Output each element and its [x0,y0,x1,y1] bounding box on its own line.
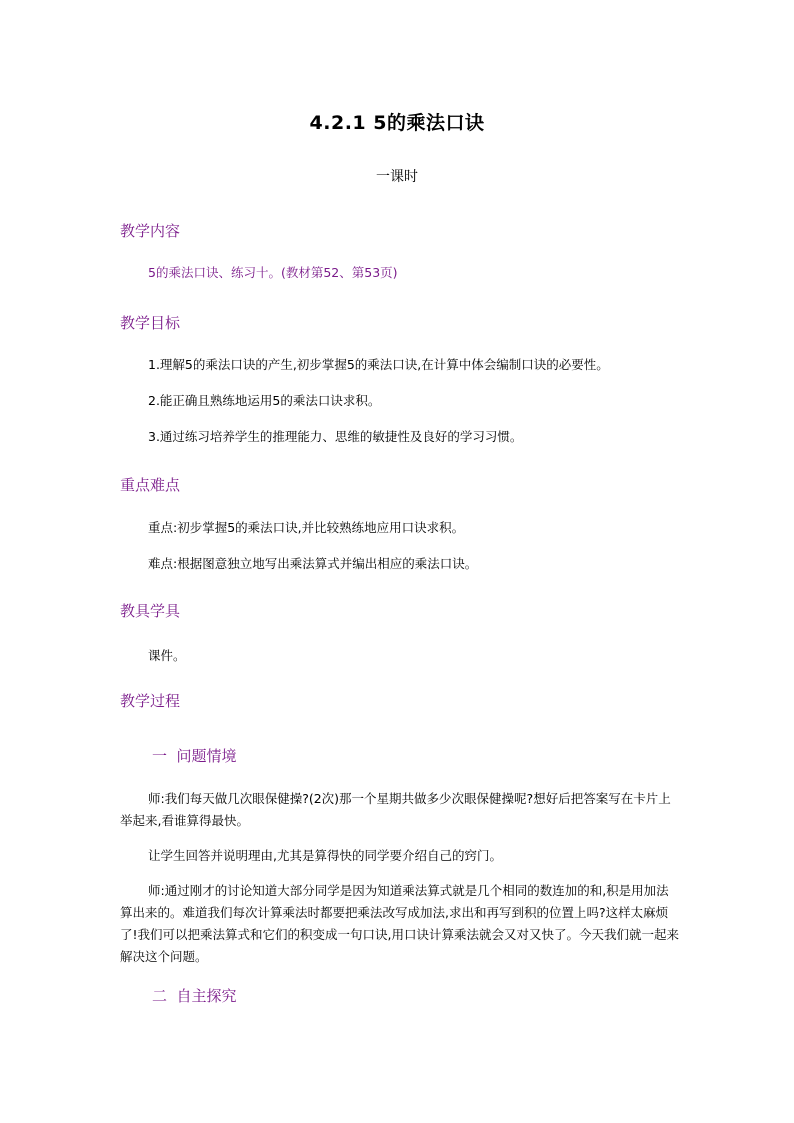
page-subtitle: 一课时 [376,169,418,185]
section-heading-key: 重点难点 [120,476,181,494]
content-text: 5的乘法口诀、练习十。(教材第52、第53页) [148,265,398,280]
goal-item-1: 1.理解5的乘法口诀的产生,初步掌握5的乘法口诀,在计算中体会编制口诀的必要性。 [148,357,609,372]
situation-paragraph-2: 让学生回答并说明理由,尤其是算得快的同学要介绍自己的窍门。 [148,848,502,863]
section-heading-content: 教学内容 [120,222,181,240]
situation-paragraph-3: 师:通过刚才的讨论知道大部分同学是因为知道乘法算式就是几个相同的数连加的和,积是用加法算出来的。难道我们每次计算乘法时都要把乘法改写成加法,求出和再写到积的位置上吗?这样太麻烦了!我们可以把乘法算式和它们的积变成一句口诀,用口诀计算乘法就会又对又快了。今天我们就一起来解决这个问题。 [120,883,679,964]
difficult-point: 难点:根据图意独立地写出乘法算式并编出相应的乘法口诀。 [148,556,478,571]
section-heading-process: 教学过程 [120,692,181,710]
section-heading-goals: 教学目标 [120,314,181,332]
goal-item-2: 2.能正确且熟练地运用5的乘法口诀求积。 [148,393,381,408]
situation-paragraph-1: 师:我们每天做几次眼保健操?(2次)那一个星期共做多少次眼保健操呢?想好后把答案写在卡片上举起来,看谁算得最快。 [120,791,671,828]
key-point: 重点:初步掌握5的乘法口诀,并比较熟练地应用口诀求积。 [148,520,465,535]
section-heading-tools: 教具学具 [120,602,181,620]
subsection-heading-explore: 二 自主探究 [152,987,237,1005]
goal-item-3: 3.通过练习培养学生的推理能力、思维的敏捷性及良好的学习习惯。 [148,429,523,444]
tools-text: 课件。 [148,648,186,663]
page-title: 4.2.1 5的乘法口诀 [309,112,485,134]
subsection-heading-situation: 一 问题情境 [152,747,237,765]
